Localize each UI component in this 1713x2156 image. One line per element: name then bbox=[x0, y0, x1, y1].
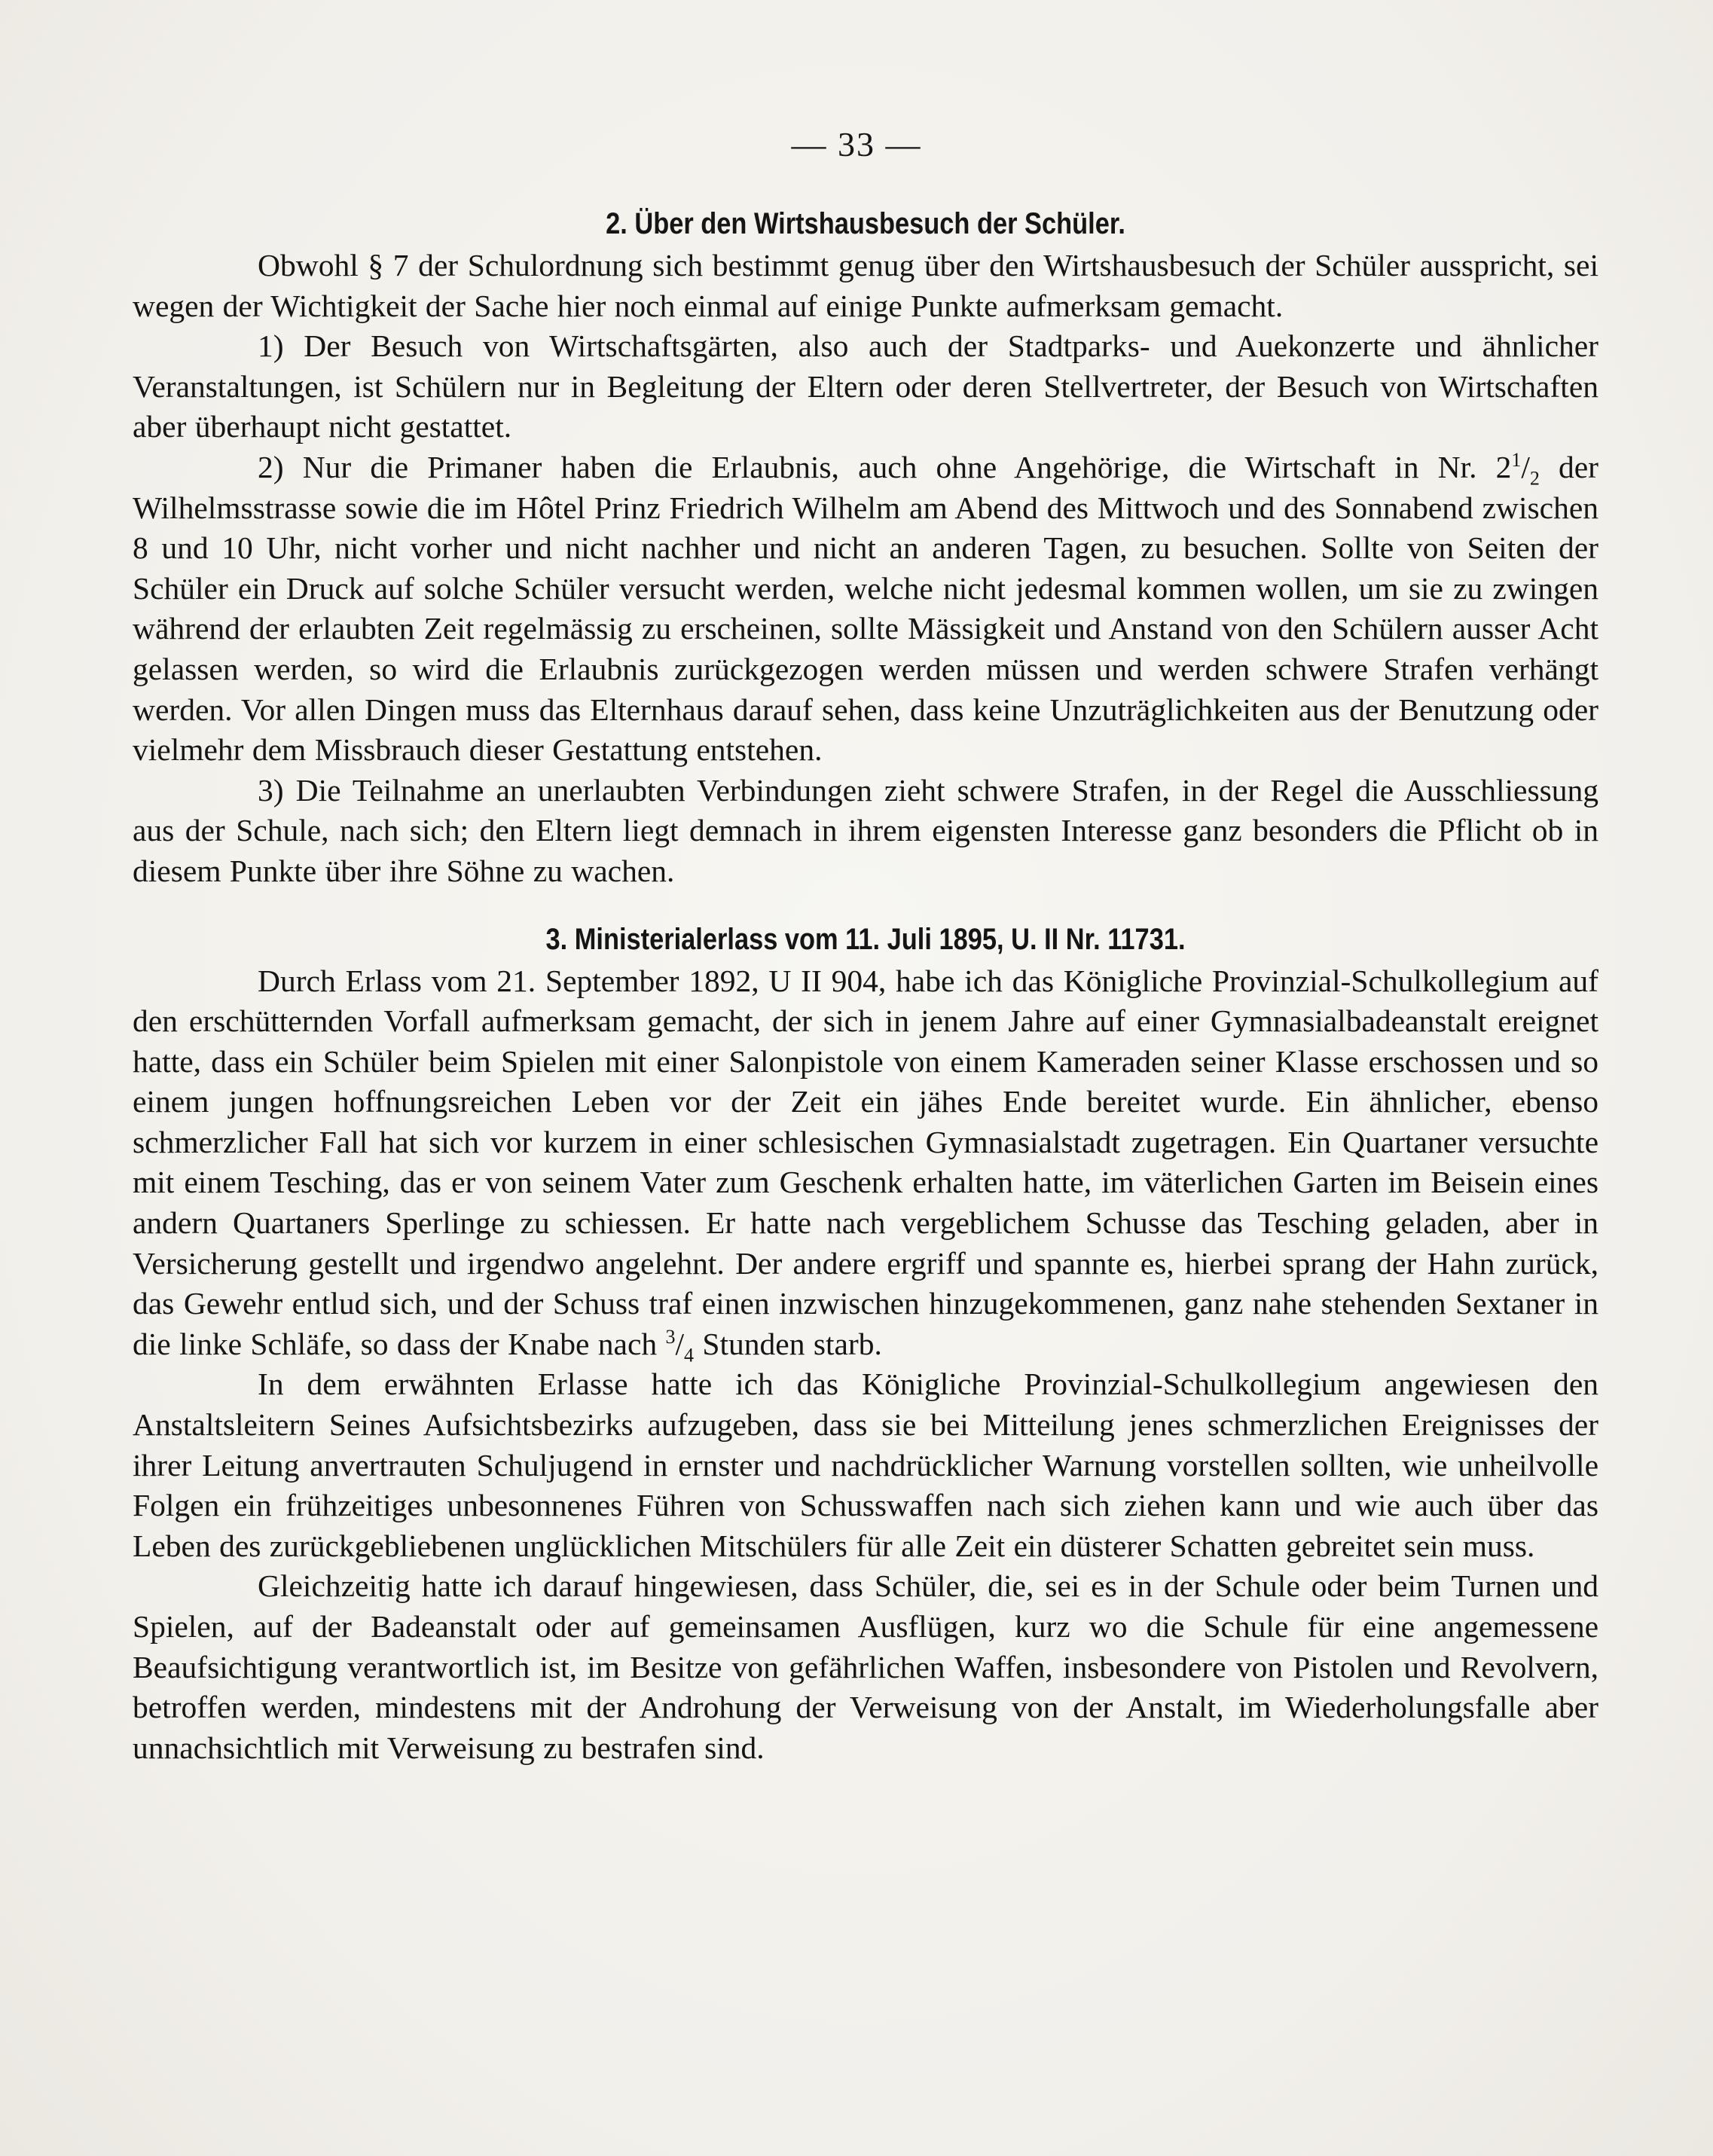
rule-2-text-end: der Wilhelmsstrasse sowie die im Hôtel Prinz Friedrich Wilhelm am Abend des Mittwoch und des Sonnabend zwischen 8 und 10 Uhr, nicht vorher und nicht nachher und nicht an anderen Tagen, zu besuchen. Sollte von Seiten der Schüler ein Druck auf solche Schüler versucht werden, welche nicht jedesmal kommen wollen, um sie zu zwingen während der erlaubten Zeit regelmässig zu erscheinen, sollte Mässigkeit und Anstand von den Schülern ausser Acht gelassen werden, so wird die Erlaubnis zurückgezogen werden müssen und werden schwere Strafen verhängt werden. Vor allen Dingen muss das Elternhaus darauf sehen, dass keine Unzuträglichkeiten aus der Benutzung oder vielmehr dem Missbrauch dieser Gestattung entstehen. bbox=[133, 449, 1598, 768]
fraction-numerator: 1 bbox=[1511, 449, 1522, 472]
fraction-three-quarters: $^3/_4$ bbox=[665, 1326, 695, 1367]
fraction-numerator: 3 bbox=[665, 1326, 676, 1348]
page-content bbox=[133, 202, 1598, 1768]
fraction-denominator: 4 bbox=[684, 1344, 695, 1367]
paragraph-erlass-3: Gleichzeitig hatte ich darauf hingewiesen, dass Schüler, die, sei es in der Schule oder beim Turnen und Spielen, auf der Badeanstalt oder auf gemeinsamen Ausflügen, kurz wo die Schule für eine angemessene Beaufsichtigung verantwortlich ist, im Besitze von gefährlichen Waffen, insbesondere von Pistolen und Revolvern, betroffen werden, mindestens mit der Androhung der Verweisung von der Anstalt, im Wiederholungsfalle aber unnachsichtlich mit Verweisung zu bestrafen sind. bbox=[133, 1568, 1598, 1765]
fraction-denominator: 2 bbox=[1529, 467, 1540, 490]
rule-2-text-start: 2) Nur die Primaner haben die Erlaubnis, auch ohne Angehörige, die Wirtschaft in Nr. 2 bbox=[258, 449, 1512, 484]
erlass-1-text-start: Durch Erlass vom 21. September 1892, U II 904, habe ich das Königliche Provinzial-Schulkollegium auf den erschütternden Vorfall aufmerksam gemacht, der sich in jenem Jahre auf einer Gymnasialbadeanstalt ereignet hatte, dass ein Schüler beim Spielen mit einer Salonpistole von einem Kameraden seiner Klasse erschossen und so einem jungen hoffnungsreichen Leben vor der Zeit ein jähes Ende bereitet wurde. Ein ähnlicher, ebenso schmerzlicher Fall hat sich vor kurzem in einer schlesischen Gymnasialstadt zugetragen. Ein Quartaner versuchte mit einem Tesching, das er von seinem Vater zum Geschenk erhalten hatte, im väterlichen Garten im Beisein eines andern Quartaners Sperlinge zu schiessen. Er hatte nach vergeblichem Schusse das Tesching geladen, aber in Versicherung gestellt und irgendwo angelehnt. Der andere ergriff und spannte es, hierbei sprang der Hahn zurück, das Gewehr entlud sich, und der Schuss traf einen inzwischen hinzugekommenen, ganz nahe stehenden Sextaner in die linke Schläfe, so dass der Knabe nach bbox=[133, 963, 1598, 1361]
paragraph-erlass-1 bbox=[133, 961, 1598, 1365]
paragraph-rule-2 bbox=[133, 447, 1598, 771]
paragraph-rule-3: 3) Die Teilnahme an unerlaubten Verbindungen zieht schwere Strafen, in der Regel die Ausschliessung aus der Schule, nach sich; den Eltern liegt demnach in ihrem eigensten Interesse ganz besonders die Pflicht ob in diesem Punkte über ihre Söhne zu wachen. bbox=[133, 772, 1598, 888]
erlass-1-text-end: Stunden starb. bbox=[694, 1326, 882, 1361]
fraction-one-half: $^1/_2$ bbox=[1511, 449, 1540, 490]
paragraph-rule-1: 1) Der Besuch von Wirtschaftsgärten, also auch der Stadtparks- und Auekonzerte und ähnlicher Veranstaltungen, ist Schülern nur in Begleitung der Eltern oder deren Stellvertreter, der Besuch von Wirtschaften aber überhaupt nicht gestattet. bbox=[133, 328, 1598, 444]
page-number: — 33 — bbox=[791, 125, 922, 163]
section-heading-wirtshausbesuch: 2. Über den Wirtshausbesuch der Schüler. bbox=[606, 207, 1125, 240]
section-heading-ministerialerlass: 3. Ministerialerlass vom 11. Juli 1895, U. II Nr. 11731. bbox=[545, 922, 1186, 956]
paragraph-intro: Obwohl § 7 der Schulordnung sich bestimmt genug über den Wirtshausbesuch der Schüler ausspricht, sei wegen der Wichtigkeit der Sache hier noch einmal auf einige Punkte aufmerksam gemacht. bbox=[133, 248, 1598, 323]
paragraph-erlass-2: In dem erwähnten Erlasse hatte ich das Königliche Provinzial-Schulkollegium angewiesen den Anstaltsleitern Seines Aufsichtsbezirks aufzugeben, dass sie bei Mitteilung jenes schmerzlichen Ereignisses der ihrer Leitung anvertrauten Schuljugend in ernster und nachdrücklicher Warnung vorstellen sollten, wie unheilvolle Folgen ein frühzeitiges unbesonnenes Führen von Schusswaffen nach sich ziehen kann und wie auch über das Leben des zurückgebliebenen unglücklichen Mitschülers für alle Zeit ein düsterer Schatten gebreitet sein muss. bbox=[133, 1367, 1598, 1563]
